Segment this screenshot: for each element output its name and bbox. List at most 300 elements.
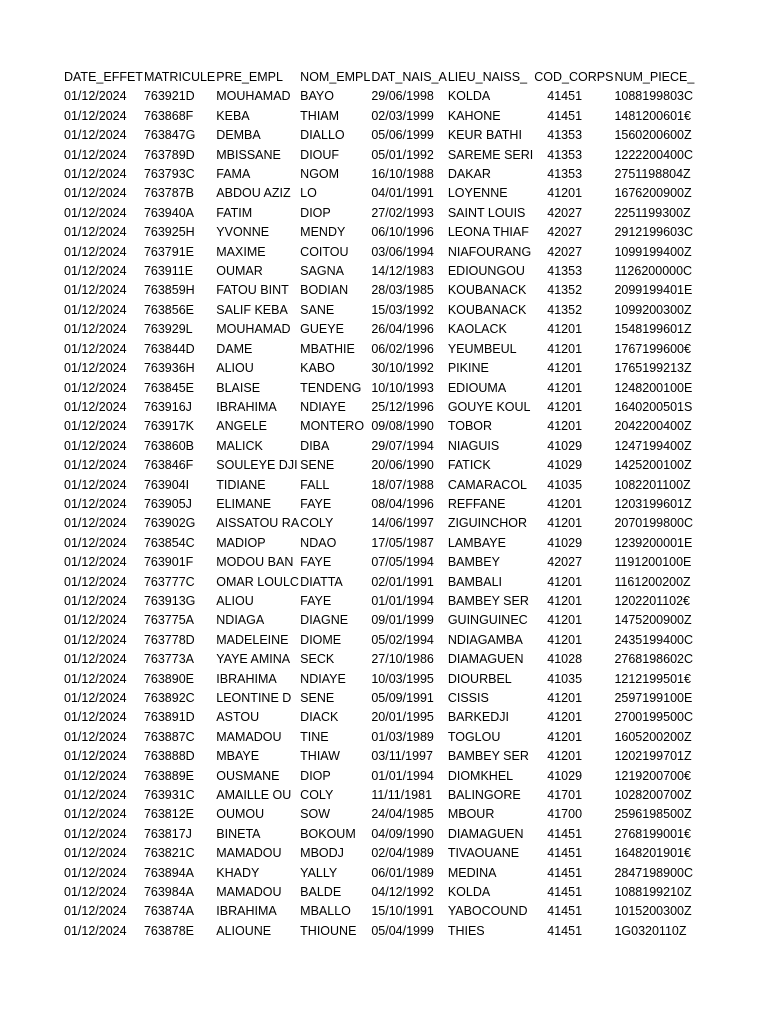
cell-dat-nais[interactable]: 06/02/1996	[371, 341, 434, 356]
cell-cod-corps[interactable]: 41201	[547, 516, 583, 531]
cell-dat-nais[interactable]: 05/02/1994	[371, 632, 434, 647]
cell-num-piece[interactable]: 1G0320110Z	[614, 923, 687, 938]
cell-date-effet[interactable]: 01/12/2024	[64, 225, 127, 240]
cell-pre-empl[interactable]: FATIM	[216, 205, 253, 220]
cell-nom-empl[interactable]: DIATTA	[300, 574, 343, 589]
cell-num-piece[interactable]: 1099199400Z	[614, 244, 692, 259]
cell-nom-empl[interactable]: FAYE	[300, 555, 332, 570]
cell-date-effet[interactable]: 01/12/2024	[64, 186, 127, 201]
cell-nom-empl[interactable]: SAGNA	[300, 264, 344, 279]
cell-pre-empl[interactable]: FATOU BINT	[216, 283, 289, 298]
column-header-date-effet[interactable]: DATE_EFFET	[64, 70, 143, 84]
cell-dat-nais[interactable]: 06/01/1989	[371, 865, 434, 880]
cell-matricule[interactable]: 763916J	[143, 399, 192, 414]
cell-date-effet[interactable]: 01/12/2024	[64, 147, 127, 162]
cell-pre-empl[interactable]: OUMOU	[216, 807, 265, 822]
cell-pre-empl[interactable]: ALIOU	[216, 593, 254, 608]
cell-matricule[interactable]: 763859H	[143, 283, 195, 298]
cell-pre-empl[interactable]: BLAISE	[216, 380, 261, 395]
column-header-cod-corps[interactable]: COD_CORPS	[534, 70, 614, 84]
cell-nom-empl[interactable]: DIALLO	[300, 128, 345, 143]
cell-dat-nais[interactable]: 06/10/1996	[371, 225, 434, 240]
cell-nom-empl[interactable]: MENDY	[300, 225, 346, 240]
cell-pre-empl[interactable]: MAMADOU	[216, 846, 282, 861]
cell-lieu-naiss[interactable]: LEONA THIAF	[447, 225, 529, 240]
cell-num-piece[interactable]: 2070199800C	[614, 516, 693, 531]
cell-lieu-naiss[interactable]: BAMBEY SER	[447, 749, 529, 764]
cell-lieu-naiss[interactable]: REFFANE	[447, 496, 506, 511]
cell-nom-empl[interactable]: KABO	[300, 361, 335, 376]
cell-date-effet[interactable]: 01/12/2024	[64, 419, 127, 434]
cell-cod-corps[interactable]: 41451	[547, 108, 583, 123]
cell-cod-corps[interactable]: 41201	[547, 186, 583, 201]
cell-date-effet[interactable]: 01/12/2024	[64, 399, 127, 414]
cell-num-piece[interactable]: 1248200100E	[614, 380, 693, 395]
cell-date-effet[interactable]: 01/12/2024	[64, 322, 127, 337]
cell-matricule[interactable]: 763892C	[143, 691, 195, 705]
cell-dat-nais[interactable]: 27/10/1986	[371, 652, 434, 667]
cell-lieu-naiss[interactable]: SAREME SERI	[447, 147, 534, 162]
cell-pre-empl[interactable]: MALICK	[216, 438, 263, 453]
cell-nom-empl[interactable]: MBODJ	[300, 846, 344, 861]
cell-num-piece[interactable]: 1548199601Z	[614, 322, 692, 337]
cell-nom-empl[interactable]: COITOU	[300, 244, 349, 259]
cell-dat-nais[interactable]: 14/12/1983	[371, 264, 434, 279]
cell-dat-nais[interactable]: 02/04/1989	[371, 846, 434, 861]
cell-lieu-naiss[interactable]: FATICK	[447, 458, 491, 473]
cell-lieu-naiss[interactable]: CISSIS	[447, 691, 489, 705]
cell-matricule[interactable]: 763854C	[143, 535, 195, 550]
cell-num-piece[interactable]: 2042200400Z	[614, 419, 692, 434]
cell-nom-empl[interactable]: LO	[300, 186, 317, 201]
cell-date-effet[interactable]: 01/12/2024	[64, 535, 127, 550]
cell-lieu-naiss[interactable]: LAMBAYE	[447, 535, 506, 550]
cell-cod-corps[interactable]: 41035	[547, 477, 583, 492]
cell-lieu-naiss[interactable]: BAMBEY SER	[447, 593, 529, 608]
cell-dat-nais[interactable]: 01/03/1989	[371, 729, 434, 744]
cell-matricule[interactable]: 763911E	[143, 264, 194, 279]
cell-date-effet[interactable]: 01/12/2024	[64, 671, 127, 686]
cell-date-effet[interactable]: 01/12/2024	[64, 632, 127, 647]
cell-matricule[interactable]: 763845E	[143, 380, 195, 395]
cell-dat-nais[interactable]: 08/04/1996	[371, 496, 434, 511]
cell-cod-corps[interactable]: 41201	[547, 361, 583, 376]
cell-lieu-naiss[interactable]: BARKEDJI	[447, 710, 509, 725]
cell-date-effet[interactable]: 01/12/2024	[64, 710, 127, 725]
cell-num-piece[interactable]: 2847198900C	[614, 865, 693, 880]
cell-num-piece[interactable]: 1765199213Z	[614, 361, 692, 376]
cell-matricule[interactable]: 763890E	[143, 671, 195, 686]
cell-date-effet[interactable]: 01/12/2024	[64, 108, 127, 123]
cell-dat-nais[interactable]: 30/10/1992	[371, 361, 434, 376]
cell-lieu-naiss[interactable]: TIVAOUANE	[447, 846, 520, 861]
cell-dat-nais[interactable]: 01/01/1994	[371, 593, 434, 608]
cell-lieu-naiss[interactable]: DAKAR	[447, 167, 491, 182]
cell-nom-empl[interactable]: DIACK	[300, 710, 339, 725]
cell-pre-empl[interactable]: MAMADOU	[216, 729, 282, 744]
cell-cod-corps[interactable]: 42027	[547, 225, 583, 240]
cell-lieu-naiss[interactable]: DIOMKHEL	[447, 768, 514, 783]
cell-dat-nais[interactable]: 27/02/1993	[371, 205, 434, 220]
cell-cod-corps[interactable]: 41201	[547, 710, 583, 725]
cell-dat-nais[interactable]: 04/01/1991	[371, 186, 434, 201]
cell-num-piece[interactable]: 2251199300Z	[614, 205, 691, 220]
cell-cod-corps[interactable]: 41201	[547, 729, 583, 744]
cell-pre-empl[interactable]: MADELEINE	[216, 632, 289, 647]
cell-nom-empl[interactable]: COLY	[300, 516, 334, 531]
cell-matricule[interactable]: 763847G	[143, 128, 196, 143]
cell-lieu-naiss[interactable]: KOLDA	[447, 885, 491, 900]
cell-pre-empl[interactable]: MBISSANE	[216, 147, 281, 162]
cell-date-effet[interactable]: 01/12/2024	[64, 555, 127, 570]
cell-lieu-naiss[interactable]: KOLDA	[447, 89, 491, 104]
cell-dat-nais[interactable]: 18/07/1988	[371, 477, 434, 492]
cell-cod-corps[interactable]: 41028	[547, 652, 583, 667]
cell-lieu-naiss[interactable]: YABOCOUND	[447, 904, 528, 919]
cell-dat-nais[interactable]: 29/07/1994	[371, 438, 434, 453]
cell-num-piece[interactable]: 1082201100Z	[614, 477, 691, 492]
cell-dat-nais[interactable]: 04/12/1992	[371, 885, 434, 900]
cell-dat-nais[interactable]: 15/03/1992	[371, 302, 434, 317]
cell-matricule[interactable]: 763891D	[143, 710, 195, 725]
cell-pre-empl[interactable]: OMAR LOULC	[216, 574, 299, 589]
cell-pre-empl[interactable]: ABDOU AZIZ	[216, 186, 291, 201]
cell-date-effet[interactable]: 01/12/2024	[64, 264, 127, 279]
cell-date-effet[interactable]: 01/12/2024	[64, 128, 127, 143]
cell-date-effet[interactable]: 01/12/2024	[64, 865, 127, 880]
cell-matricule[interactable]: 763888D	[143, 749, 195, 764]
cell-pre-empl[interactable]: NDIAGA	[216, 613, 265, 628]
cell-num-piece[interactable]: 1202199701Z	[614, 749, 692, 764]
cell-lieu-naiss[interactable]: YEUMBEUL	[447, 341, 517, 356]
cell-num-piece[interactable]: 2596198500Z	[614, 807, 692, 822]
cell-pre-empl[interactable]: BINETA	[216, 826, 261, 841]
cell-cod-corps[interactable]: 41201	[547, 632, 583, 647]
cell-num-piece[interactable]: 1202201102€	[614, 593, 690, 608]
cell-date-effet[interactable]: 01/12/2024	[64, 380, 127, 395]
cell-num-piece[interactable]: 1212199501€	[614, 671, 691, 686]
cell-nom-empl[interactable]: MBALLO	[300, 904, 351, 919]
cell-matricule[interactable]: 763904I	[143, 477, 190, 492]
cell-matricule[interactable]: 763817J	[143, 826, 192, 841]
cell-dat-nais[interactable]: 17/05/1987	[371, 535, 434, 550]
cell-lieu-naiss[interactable]: KOUBANACK	[447, 283, 527, 298]
cell-lieu-naiss[interactable]: MEDINA	[447, 865, 497, 880]
cell-num-piece[interactable]: 1640200501S	[614, 399, 693, 414]
column-header-matricule[interactable]: MATRICULE	[143, 70, 216, 84]
cell-dat-nais[interactable]: 07/05/1994	[371, 555, 434, 570]
cell-lieu-naiss[interactable]: TOGLOU	[447, 729, 501, 744]
cell-date-effet[interactable]: 01/12/2024	[64, 768, 127, 783]
cell-pre-empl[interactable]: ELIMANE	[216, 496, 272, 511]
cell-lieu-naiss[interactable]: DIAMAGUEN	[447, 652, 524, 667]
cell-pre-empl[interactable]: MAMADOU	[216, 885, 282, 900]
cell-lieu-naiss[interactable]: MBOUR	[447, 807, 495, 822]
cell-pre-empl[interactable]: MAXIME	[216, 244, 266, 259]
cell-cod-corps[interactable]: 41201	[547, 341, 583, 356]
cell-matricule[interactable]: 763929L	[143, 322, 193, 337]
cell-dat-nais[interactable]: 26/04/1996	[371, 322, 434, 337]
cell-pre-empl[interactable]: FAMA	[216, 167, 251, 182]
cell-date-effet[interactable]: 01/12/2024	[64, 749, 127, 764]
cell-lieu-naiss[interactable]: EDIOUNGOU	[447, 264, 525, 279]
cell-matricule[interactable]: 763936H	[143, 361, 195, 376]
cell-dat-nais[interactable]: 02/01/1991	[371, 574, 434, 589]
cell-num-piece[interactable]: 1126200000C	[614, 264, 693, 279]
cell-nom-empl[interactable]: FAYE	[300, 593, 332, 608]
cell-dat-nais[interactable]: 05/01/1992	[371, 147, 434, 162]
cell-pre-empl[interactable]: ANGELE	[216, 419, 267, 434]
cell-date-effet[interactable]: 01/12/2024	[64, 593, 127, 608]
cell-date-effet[interactable]: 01/12/2024	[64, 283, 127, 298]
cell-pre-empl[interactable]: SOULEYE DJI	[216, 458, 298, 473]
cell-matricule[interactable]: 763921D	[143, 89, 195, 104]
cell-num-piece[interactable]: 1648201901€	[614, 846, 691, 861]
cell-cod-corps[interactable]: 41352	[547, 302, 583, 317]
cell-cod-corps[interactable]: 42027	[547, 205, 583, 220]
cell-dat-nais[interactable]: 20/01/1995	[371, 710, 434, 725]
cell-date-effet[interactable]: 01/12/2024	[64, 923, 127, 938]
cell-date-effet[interactable]: 01/12/2024	[64, 496, 127, 511]
cell-lieu-naiss[interactable]: PIKINE	[447, 361, 489, 376]
cell-dat-nais[interactable]: 05/09/1991	[371, 691, 434, 705]
cell-pre-empl[interactable]: AISSATOU RA	[216, 516, 300, 531]
cell-date-effet[interactable]: 01/12/2024	[64, 885, 127, 900]
cell-num-piece[interactable]: 2768198602C	[614, 652, 693, 667]
column-header-lieu-naiss[interactable]: LIEU_NAISS_	[447, 70, 528, 84]
cell-num-piece[interactable]: 1247199400Z	[614, 438, 692, 453]
cell-cod-corps[interactable]: 41352	[547, 283, 583, 298]
cell-lieu-naiss[interactable]: KOUBANACK	[447, 302, 527, 317]
cell-date-effet[interactable]: 01/12/2024	[64, 788, 127, 803]
cell-lieu-naiss[interactable]: KAHONE	[447, 108, 501, 123]
cell-nom-empl[interactable]: DIBA	[300, 438, 330, 453]
cell-matricule[interactable]: 763901F	[143, 555, 194, 570]
cell-date-effet[interactable]: 01/12/2024	[64, 516, 127, 531]
cell-dat-nais[interactable]: 11/11/1981	[371, 788, 433, 803]
cell-nom-empl[interactable]: BODIAN	[300, 283, 349, 298]
cell-num-piece[interactable]: 1222200400C	[614, 147, 693, 162]
cell-pre-empl[interactable]: TIDIANE	[216, 477, 266, 492]
cell-pre-empl[interactable]: AMAILLE OU	[216, 788, 292, 803]
cell-matricule[interactable]: 763894A	[143, 865, 195, 880]
cell-dat-nais[interactable]: 01/01/1994	[371, 768, 434, 783]
cell-pre-empl[interactable]: IBRAHIMA	[216, 904, 277, 919]
cell-pre-empl[interactable]: ALIOUNE	[216, 923, 272, 938]
cell-matricule[interactable]: 763860B	[143, 438, 195, 453]
cell-num-piece[interactable]: 1239200001E	[614, 535, 693, 550]
cell-num-piece[interactable]: 2768199001€	[614, 826, 691, 841]
cell-nom-empl[interactable]: MBATHIE	[300, 341, 355, 356]
cell-pre-empl[interactable]: OUSMANE	[216, 768, 280, 783]
cell-cod-corps[interactable]: 41451	[547, 89, 583, 104]
cell-matricule[interactable]: 763789D	[143, 147, 195, 162]
cell-cod-corps[interactable]: 41451	[547, 885, 583, 900]
cell-matricule[interactable]: 763984A	[143, 885, 195, 900]
cell-dat-nais[interactable]: 25/12/1996	[371, 399, 434, 414]
cell-num-piece[interactable]: 1481200601€	[614, 108, 691, 123]
cell-nom-empl[interactable]: NDAO	[300, 535, 337, 550]
cell-cod-corps[interactable]: 41029	[547, 438, 583, 453]
cell-cod-corps[interactable]: 41201	[547, 613, 583, 628]
cell-cod-corps[interactable]: 41451	[547, 865, 583, 880]
cell-cod-corps[interactable]: 42027	[547, 555, 583, 570]
cell-lieu-naiss[interactable]: DIOURBEL	[447, 671, 512, 686]
cell-nom-empl[interactable]: FALL	[300, 477, 330, 492]
cell-nom-empl[interactable]: YALLY	[300, 865, 338, 880]
cell-lieu-naiss[interactable]: GUINGUINEC	[447, 613, 528, 628]
cell-pre-empl[interactable]: MODOU BAN	[216, 555, 294, 570]
cell-cod-corps[interactable]: 42027	[547, 244, 583, 259]
cell-nom-empl[interactable]: BAYO	[300, 89, 334, 104]
cell-cod-corps[interactable]: 41353	[547, 128, 583, 143]
cell-matricule[interactable]: 763791E	[143, 244, 195, 259]
cell-date-effet[interactable]: 01/12/2024	[64, 904, 127, 919]
cell-num-piece[interactable]: 1028200700Z	[614, 788, 692, 803]
cell-date-effet[interactable]: 01/12/2024	[64, 89, 127, 104]
cell-num-piece[interactable]: 1425200100Z	[614, 458, 692, 473]
cell-date-effet[interactable]: 01/12/2024	[64, 361, 127, 376]
cell-cod-corps[interactable]: 41451	[547, 904, 583, 919]
cell-num-piece[interactable]: 2751198804Z	[614, 167, 691, 182]
cell-nom-empl[interactable]: NDIAYE	[300, 671, 346, 686]
cell-cod-corps[interactable]: 41201	[547, 322, 583, 337]
cell-cod-corps[interactable]: 41353	[547, 167, 583, 182]
cell-cod-corps[interactable]: 41353	[547, 264, 583, 279]
cell-pre-empl[interactable]: SALIF KEBA	[216, 302, 288, 317]
cell-pre-empl[interactable]: DEMBA	[216, 128, 261, 143]
cell-lieu-naiss[interactable]: ZIGUINCHOR	[447, 516, 527, 531]
cell-date-effet[interactable]: 01/12/2024	[64, 341, 127, 356]
cell-cod-corps[interactable]: 41201	[547, 593, 583, 608]
cell-matricule[interactable]: 763874A	[143, 904, 195, 919]
cell-num-piece[interactable]: 2700199500C	[614, 710, 693, 725]
cell-date-effet[interactable]: 01/12/2024	[64, 826, 127, 841]
cell-cod-corps[interactable]: 41201	[547, 691, 583, 705]
cell-dat-nais[interactable]: 09/08/1990	[371, 419, 434, 434]
cell-nom-empl[interactable]: DIOME	[300, 632, 342, 647]
cell-pre-empl[interactable]: KEBA	[216, 108, 250, 123]
cell-nom-empl[interactable]: NDIAYE	[300, 399, 346, 414]
cell-date-effet[interactable]: 01/12/2024	[64, 574, 127, 589]
cell-matricule[interactable]: 763778D	[143, 632, 195, 647]
cell-matricule[interactable]: 763856E	[143, 302, 195, 317]
cell-lieu-naiss[interactable]: KAOLACK	[447, 322, 507, 337]
cell-pre-empl[interactable]: IBRAHIMA	[216, 399, 277, 414]
cell-cod-corps[interactable]: 41029	[547, 535, 583, 550]
cell-num-piece[interactable]: 1099200300Z	[614, 302, 692, 317]
cell-nom-empl[interactable]: DIOP	[300, 205, 331, 220]
cell-nom-empl[interactable]: SECK	[300, 652, 335, 667]
cell-nom-empl[interactable]: SOW	[300, 807, 331, 822]
cell-dat-nais[interactable]: 24/04/1985	[371, 807, 434, 822]
cell-lieu-naiss[interactable]: THIES	[447, 923, 485, 938]
cell-date-effet[interactable]: 01/12/2024	[64, 691, 127, 705]
cell-nom-empl[interactable]: THIAM	[300, 108, 340, 123]
cell-num-piece[interactable]: 1560200600Z	[614, 128, 692, 143]
cell-matricule[interactable]: 763844D	[143, 341, 195, 356]
cell-matricule[interactable]: 763775A	[143, 613, 195, 628]
cell-lieu-naiss[interactable]: TOBOR	[447, 419, 493, 434]
cell-date-effet[interactable]: 01/12/2024	[64, 652, 127, 667]
cell-matricule[interactable]: 763889E	[143, 768, 195, 783]
cell-lieu-naiss[interactable]: SAINT LOUIS	[447, 205, 526, 220]
cell-lieu-naiss[interactable]: NIAGUIS	[447, 438, 500, 453]
cell-date-effet[interactable]: 01/12/2024	[64, 244, 127, 259]
cell-dat-nais[interactable]: 15/10/1991	[371, 904, 434, 919]
cell-pre-empl[interactable]: DAME	[216, 341, 253, 356]
cell-nom-empl[interactable]: THIOUNE	[300, 923, 357, 938]
cell-pre-empl[interactable]: MADIOP	[216, 535, 266, 550]
cell-matricule[interactable]: 763905J	[143, 496, 192, 511]
cell-nom-empl[interactable]: FAYE	[300, 496, 332, 511]
cell-cod-corps[interactable]: 41201	[547, 399, 583, 414]
cell-nom-empl[interactable]: TENDENG	[300, 380, 362, 395]
cell-cod-corps[interactable]: 41035	[547, 671, 583, 686]
cell-num-piece[interactable]: 1676200900Z	[614, 186, 692, 201]
cell-matricule[interactable]: 763913G	[143, 593, 196, 608]
cell-lieu-naiss[interactable]: GOUYE KOUL	[447, 399, 531, 414]
cell-matricule[interactable]: 763902G	[143, 516, 196, 531]
cell-date-effet[interactable]: 01/12/2024	[64, 438, 127, 453]
cell-date-effet[interactable]: 01/12/2024	[64, 205, 127, 220]
cell-nom-empl[interactable]: BALDE	[300, 885, 342, 900]
cell-matricule[interactable]: 763773A	[143, 652, 195, 667]
cell-matricule[interactable]: 763793C	[143, 167, 195, 182]
cell-num-piece[interactable]: 2435199400C	[614, 632, 693, 647]
cell-matricule[interactable]: 763925H	[143, 225, 195, 240]
cell-num-piece[interactable]: 2912199603C	[614, 225, 693, 240]
cell-nom-empl[interactable]: COLY	[300, 788, 334, 803]
cell-nom-empl[interactable]: DIOUF	[300, 147, 340, 162]
cell-date-effet[interactable]: 01/12/2024	[64, 613, 127, 628]
cell-dat-nais[interactable]: 29/06/1998	[371, 89, 434, 104]
cell-matricule[interactable]: 763812E	[143, 807, 195, 822]
cell-num-piece[interactable]: 1605200200Z	[614, 729, 692, 744]
cell-cod-corps[interactable]: 41700	[547, 807, 583, 822]
cell-num-piece[interactable]: 1015200300Z	[614, 904, 692, 919]
cell-pre-empl[interactable]: MBAYE	[216, 749, 260, 764]
cell-cod-corps[interactable]: 41029	[547, 458, 583, 473]
cell-dat-nais[interactable]: 03/11/1997	[371, 749, 433, 764]
cell-lieu-naiss[interactable]: NIAFOURANG	[447, 244, 532, 259]
cell-dat-nais[interactable]: 28/03/1985	[371, 283, 434, 298]
cell-nom-empl[interactable]: DIAGNE	[300, 613, 349, 628]
cell-lieu-naiss[interactable]: NDIAGAMBA	[447, 632, 523, 647]
cell-dat-nais[interactable]: 20/06/1990	[371, 458, 434, 473]
column-header-dat-nais[interactable]: DAT_NAIS_A	[371, 70, 447, 84]
cell-lieu-naiss[interactable]: BALINGORE	[447, 788, 521, 803]
cell-nom-empl[interactable]: THIAW	[300, 749, 340, 764]
cell-num-piece[interactable]: 1475200900Z	[614, 613, 692, 628]
cell-lieu-naiss[interactable]: KEUR BATHI	[447, 128, 522, 143]
cell-pre-empl[interactable]: MOUHAMAD	[216, 322, 291, 337]
cell-pre-empl[interactable]: ASTOU	[216, 710, 260, 725]
cell-num-piece[interactable]: 1161200200Z	[614, 574, 691, 589]
cell-nom-empl[interactable]: SENE	[300, 691, 335, 705]
cell-num-piece[interactable]: 1088199803C	[614, 89, 693, 104]
cell-matricule[interactable]: 763846F	[143, 458, 194, 473]
cell-lieu-naiss[interactable]: DIAMAGUEN	[447, 826, 524, 841]
cell-date-effet[interactable]: 01/12/2024	[64, 846, 127, 861]
cell-pre-empl[interactable]: IBRAHIMA	[216, 671, 277, 686]
cell-num-piece[interactable]: 1191200100E	[614, 555, 692, 570]
cell-nom-empl[interactable]: DIOP	[300, 768, 331, 783]
cell-matricule[interactable]: 763940A	[143, 205, 195, 220]
cell-nom-empl[interactable]: NGOM	[300, 167, 340, 182]
cell-nom-empl[interactable]: TINE	[300, 729, 329, 744]
cell-lieu-naiss[interactable]: LOYENNE	[447, 186, 508, 201]
